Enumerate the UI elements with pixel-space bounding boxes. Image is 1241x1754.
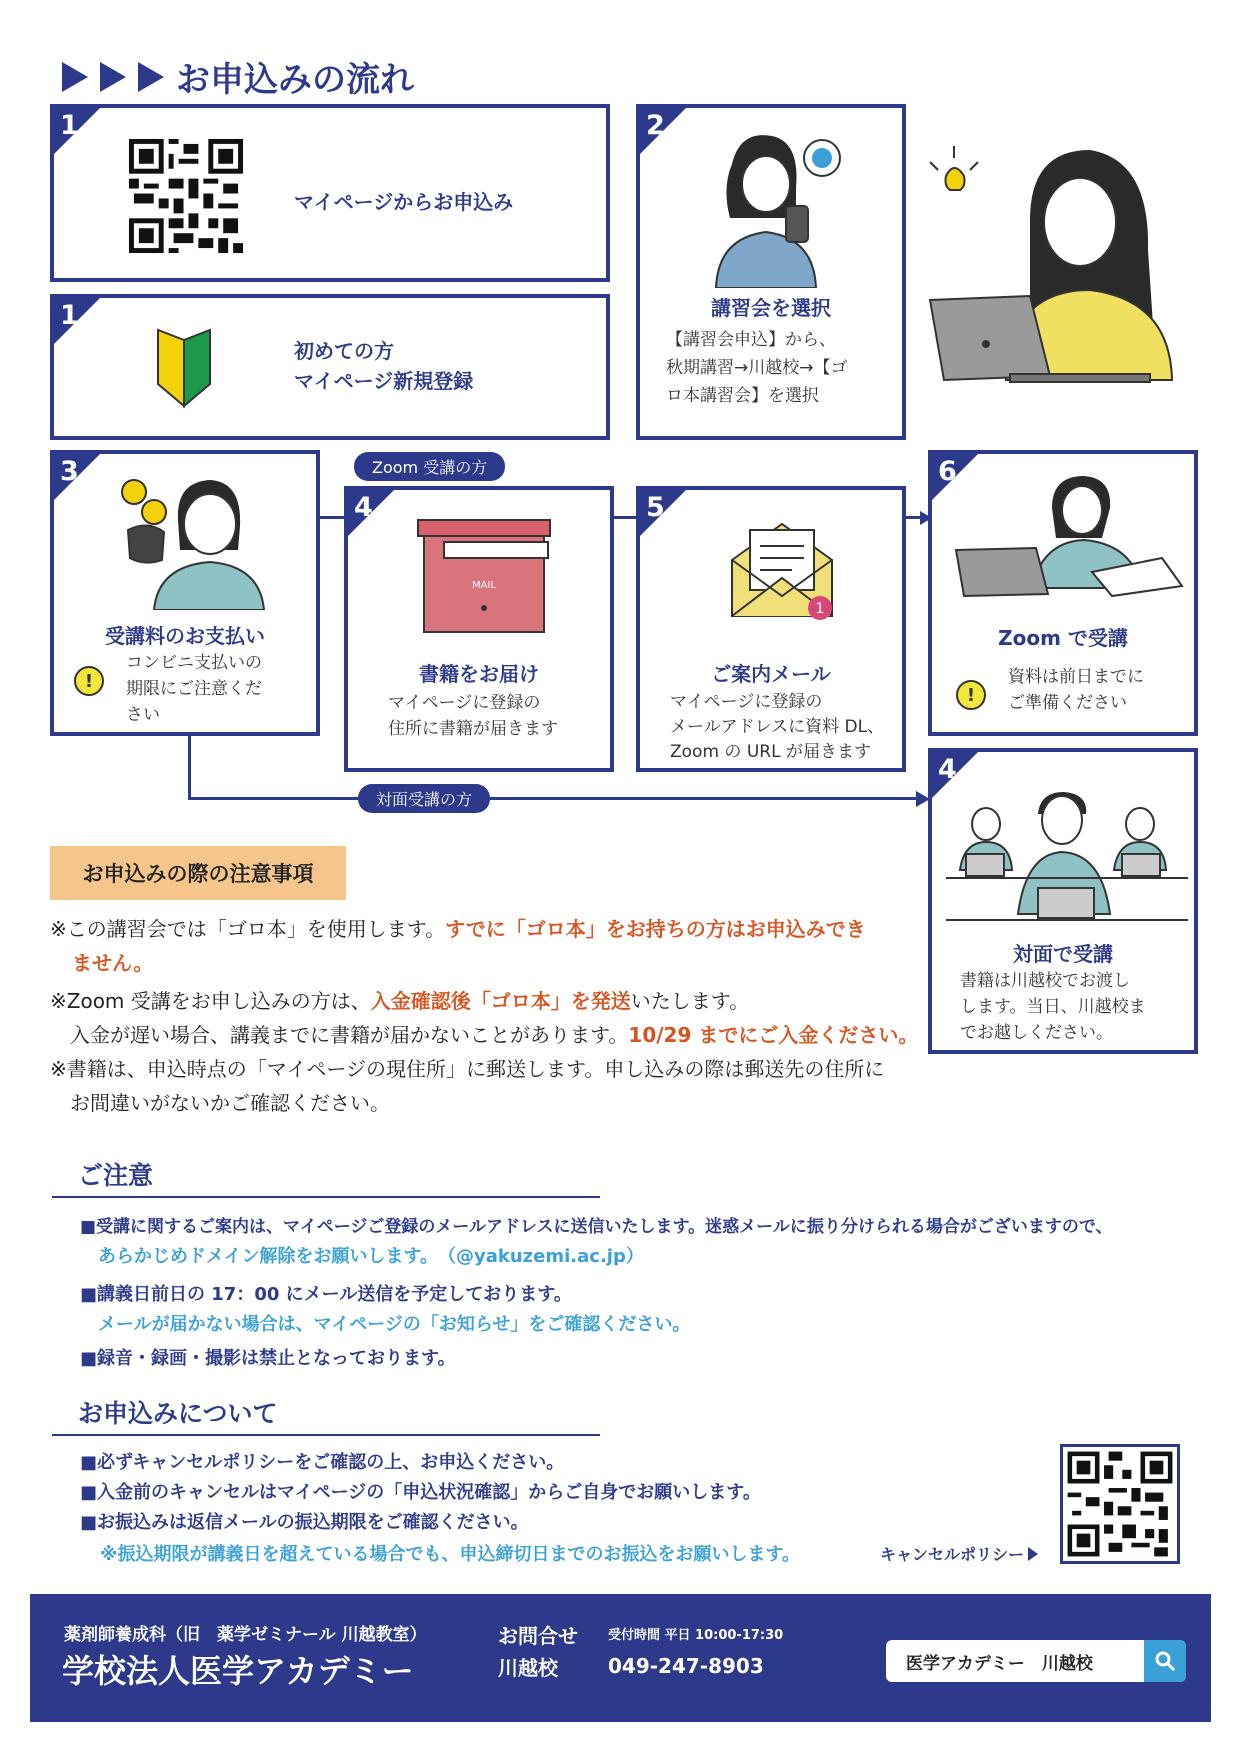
step-3-card	[50, 450, 320, 736]
step-2-desc-line: 【講習会申込】から、	[666, 330, 836, 350]
note-text: 入金が遅い場合、講義までに書籍が届かないことがあります。	[50, 1023, 629, 1047]
step-4b-desc-line: でお越しください。	[960, 1023, 1113, 1043]
note-2	[50, 984, 910, 1018]
step-5-desc-line: Zoom の URL が届きます	[670, 742, 871, 762]
step-number: 6	[938, 456, 957, 487]
step-3-desc	[126, 650, 296, 728]
step-4b-desc-line: します。当日、川越校ま	[960, 997, 1146, 1017]
step-2-title: 講習会を選択	[711, 296, 831, 320]
arrow-icon	[138, 62, 164, 92]
step-number: 1	[60, 300, 79, 331]
step-number: 5	[646, 492, 665, 523]
notification-badge: 1	[815, 601, 825, 617]
step-4-card	[344, 486, 614, 772]
smartphone-woman-icon	[700, 128, 860, 288]
step-4b-desc	[960, 968, 1190, 1046]
step-5-desc	[670, 690, 902, 765]
apply-heading: お申込みについて	[78, 1399, 278, 1428]
cancel-policy-link[interactable]	[880, 1542, 1038, 1565]
apply-item-note: ※振込期限が講義日を超えている場合でも、申込締切日までのお振込をお願いします。	[100, 1544, 801, 1565]
footer-school-name: 学校法人医学アカデミー	[62, 1652, 414, 1690]
apply-item: ■入金前のキャンセルはマイページの「申込状況確認」からご自身でお願いします。	[80, 1482, 761, 1503]
note-text: ※Zoom 受講をお申し込みの方は、	[50, 989, 371, 1013]
step-2-desc	[666, 326, 896, 410]
envelope-icon	[728, 516, 838, 626]
warning-icon: !	[956, 680, 986, 710]
wallet-woman-icon	[114, 470, 274, 610]
classroom-icon	[942, 784, 1192, 924]
step-5-title: ご案内メール	[711, 662, 831, 686]
connector-line	[188, 797, 918, 800]
note-1-cont: ません。	[72, 951, 154, 975]
note-3	[50, 1018, 950, 1052]
step-4-title: 書籍をお届け	[419, 662, 539, 686]
footer-search-box[interactable]	[886, 1640, 1186, 1682]
divider	[52, 1434, 600, 1436]
step-1-title: マイページからお申込み	[294, 190, 514, 214]
zoom-route-label: Zoom 受講の方	[354, 452, 505, 481]
caution-item: ■講義日前日の 17：00 にメール送信を予定しております。	[80, 1284, 572, 1305]
flow-heading-text: お申込みの流れ	[176, 60, 414, 100]
step-2-desc-line: ロ本講習会】を選択	[666, 386, 819, 406]
caution-item-note: あらかじめドメイン解除をお願いします。 （@yakuzemi.ac.jp）	[98, 1246, 644, 1267]
step-2-card	[636, 104, 906, 440]
note-emphasis: すでに「ゴロ本」をお持ちの方はお申込みでき	[445, 917, 866, 941]
step-number: 2	[646, 110, 665, 141]
zoom-student-icon	[952, 468, 1192, 598]
step-2-desc-line: 秋期講習→川越校→【ゴ	[666, 358, 848, 378]
caution-item: ■受講に関するご案内は、マイページご登録のメールアドレスに送信いたします。迷惑メールに振り分けられる場合がございますので、	[80, 1217, 1113, 1237]
arrow-icon	[1028, 1547, 1038, 1561]
arrow-icon	[100, 62, 126, 92]
note-emphasis: 10/29 までにご入金ください。	[628, 1023, 919, 1047]
divider	[52, 1196, 600, 1198]
step-1-register-card	[50, 294, 610, 440]
step-5-card	[636, 486, 906, 772]
search-icon[interactable]	[1144, 1640, 1186, 1682]
step-number: 1	[60, 110, 79, 141]
step-number: 3	[60, 456, 79, 487]
note-1	[50, 912, 910, 946]
mailbox-label: MAIL	[472, 580, 496, 591]
step-3-desc-line: コンビニ支払いの	[126, 653, 262, 673]
mailbox-icon	[414, 516, 554, 636]
note-4-cont: お間違いがないかご確認ください。	[50, 1091, 390, 1115]
footer-hours: 受付時間 平日 10:00-17:30	[608, 1628, 784, 1643]
connector-line	[320, 516, 344, 519]
step-3-desc-line: 期限にご注意くだ	[126, 679, 262, 699]
step-4-desc	[388, 690, 598, 742]
step-number: 4	[354, 492, 373, 523]
step-5-desc-line: メールアドレスに資料 DL、	[670, 717, 885, 737]
footer-campus: 川越校	[498, 1656, 558, 1680]
apply-item: ■お振込みは返信メールの振込期限をご確認ください。	[80, 1512, 529, 1533]
beginner-mark-icon	[154, 324, 214, 408]
note-4: ※書籍は、申込時点の「マイページの現住所」に郵送します。申し込みの際は郵送先の住所に	[50, 1057, 885, 1081]
step-4-desc-line: 住所に書籍が届きます	[388, 719, 558, 739]
note-emphasis: 入金確認後「ゴロ本」を発送	[370, 989, 631, 1013]
flow-heading	[62, 52, 414, 101]
arrow-icon	[62, 62, 88, 92]
qr-code-icon[interactable]	[124, 134, 248, 258]
footer-contact-label: お問合せ	[498, 1624, 578, 1648]
step-1b-title	[294, 336, 473, 396]
step-6-card	[928, 450, 1198, 736]
caution-heading: ご注意	[78, 1161, 154, 1190]
apply-item: ■必ずキャンセルポリシーをご確認の上、お申込ください。	[80, 1452, 565, 1473]
laptop-woman-icon	[920, 140, 1180, 400]
note-text: いたします。	[630, 989, 750, 1013]
step-1b-title-line2: マイページ新規登録	[294, 369, 474, 393]
footer-phone[interactable]: 049-247-8903	[608, 1654, 764, 1678]
step-6-desc	[1008, 664, 1178, 716]
step-1-mypage-card	[50, 104, 610, 282]
step-number: 4	[938, 754, 957, 785]
cancel-policy-label: キャンセルポリシー	[880, 1545, 1025, 1564]
step-3-desc-line: さい	[126, 705, 160, 725]
connector-line	[188, 736, 191, 799]
step-5-desc-line: マイページに登録の	[670, 692, 823, 712]
note-text: ※この講習会では「ゴロ本」を使用します。	[50, 917, 446, 941]
step-4-desc-line: マイページに登録の	[388, 693, 541, 713]
qr-code-icon[interactable]	[1060, 1444, 1180, 1564]
step-1b-title-line1: 初めての方	[294, 339, 394, 363]
step-4b-desc-line: 書籍は川越校でお渡し	[960, 971, 1130, 991]
footer-search-text[interactable]: 医学アカデミー 川越校	[906, 1653, 1093, 1674]
footer	[30, 1594, 1211, 1722]
notes-title: お申込みの際の注意事項	[50, 846, 346, 900]
step-6-desc-line: ご準備ください	[1008, 693, 1127, 713]
warning-icon: !	[74, 666, 104, 696]
connector-line	[612, 516, 636, 519]
step-6-desc-line: 資料は前日までに	[1008, 667, 1144, 687]
step-3-title: 受講料のお支払い	[105, 624, 265, 648]
step-6-title: Zoom で受講	[998, 626, 1128, 650]
step-4-in-person-card	[928, 748, 1198, 1054]
footer-subtitle: 薬剤師養成科（旧 薬学ゼミナール 川越教室）	[64, 1625, 427, 1645]
step-4b-title: 対面で受講	[1013, 942, 1113, 966]
in-person-route-label: 対面受講の方	[358, 784, 490, 813]
caution-item: ■録音・録画・撮影は禁止となっております。	[80, 1348, 456, 1369]
caution-item-note: メールが届かない場合は、マイページの「お知らせ」をご確認ください。	[98, 1314, 691, 1335]
